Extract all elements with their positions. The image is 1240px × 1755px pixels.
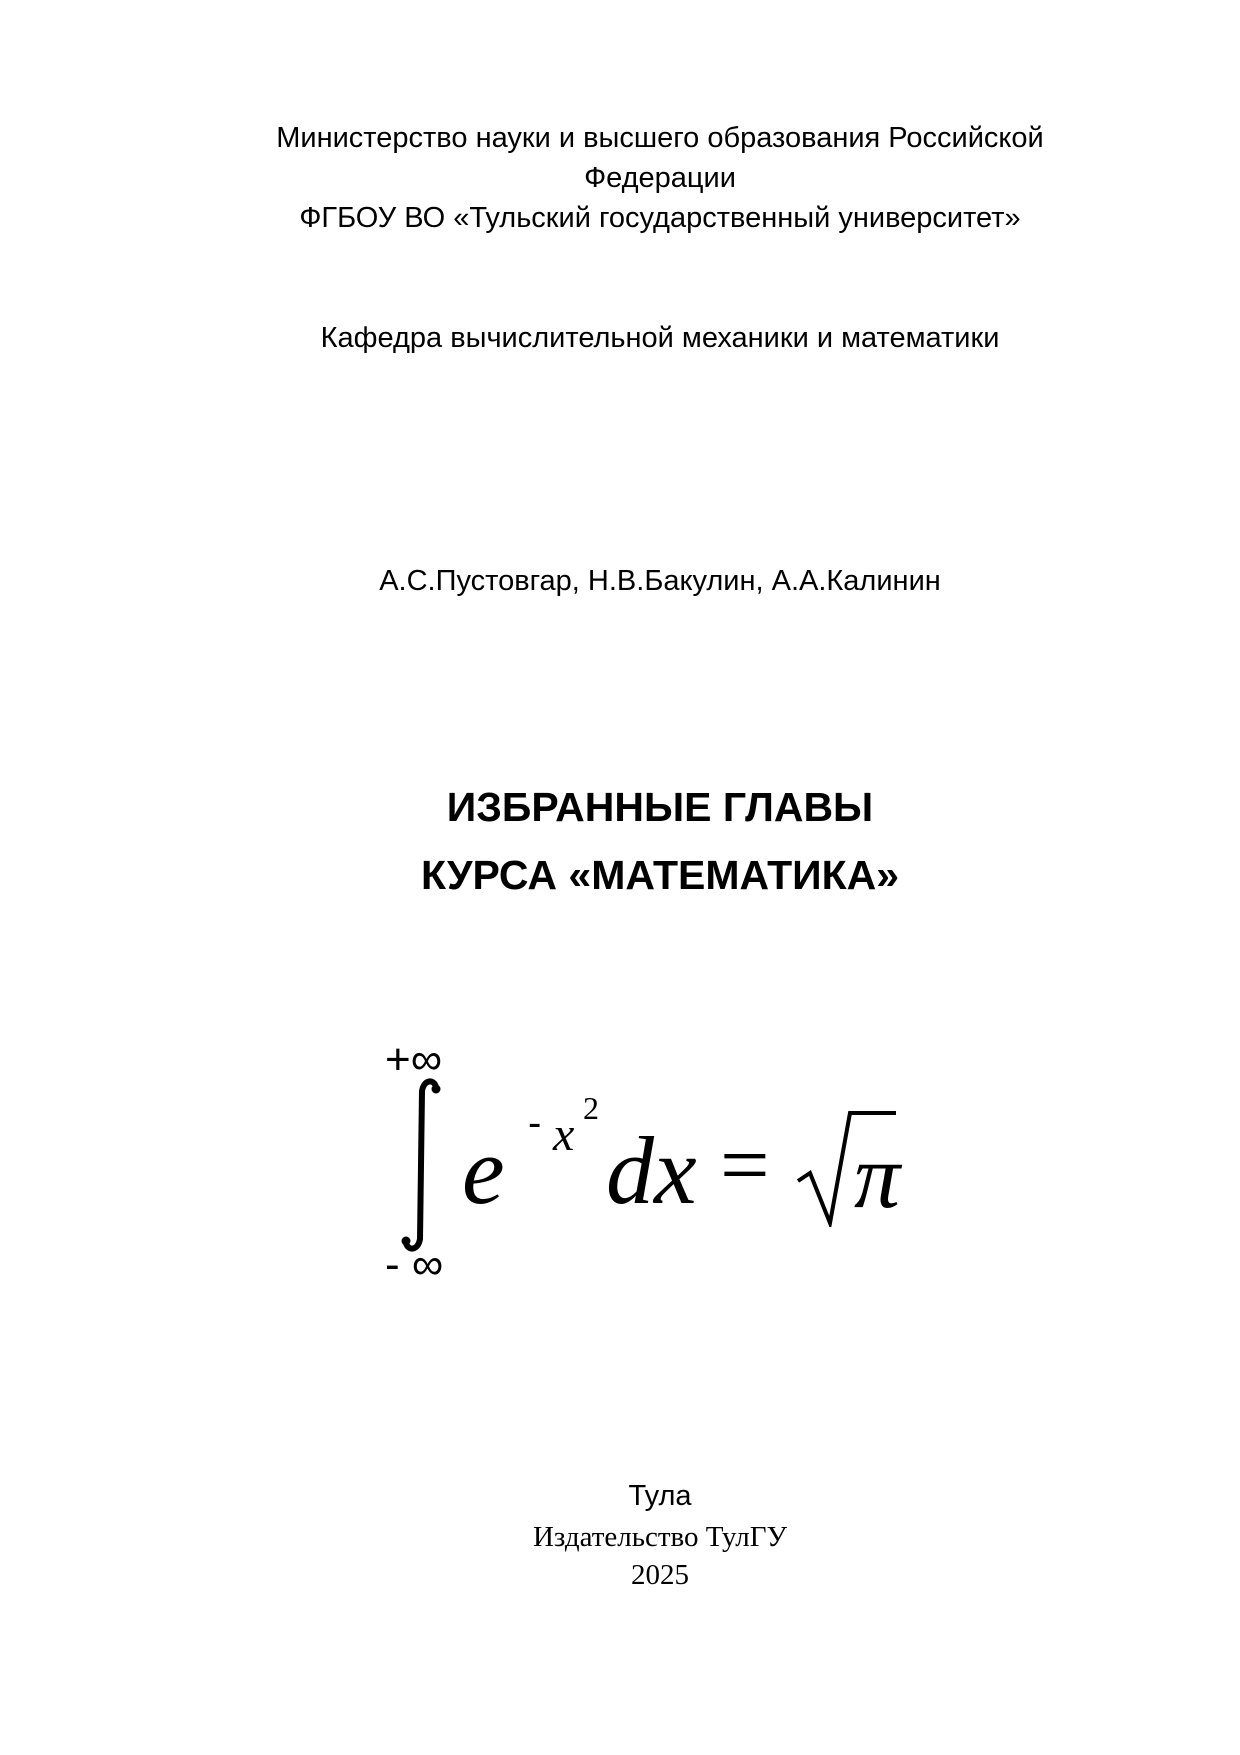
imprint-publisher: Издательство ТулГУ [532,1521,788,1553]
book-title-line-1: ИЗБРАННЫЕ ГЛАВЫ [446,784,874,830]
university-name: ФГБОУ ВО «Тульский государственный университет» [299,202,1021,234]
exponent-variable: x [553,1108,575,1161]
institution-header [0,118,1240,238]
ministry-line-2: Федерации [584,162,736,194]
pi-symbol: π [854,1125,901,1227]
lower-limit: - ∞ [385,1240,444,1289]
imprint-year: 2025 [631,1559,689,1591]
integral-sign-icon [398,1075,444,1255]
gaussian-integral-formula [370,1035,950,1295]
differential: dx [606,1117,697,1224]
exponent-minus-sign: - [528,1101,542,1145]
department-name: Кафедра вычислительной механики и математики [320,322,1000,354]
authors: А.С.Пустовгар, Н.В.Бакулин, А.А.Калинин [379,565,941,597]
exponent-power: 2 [583,1090,599,1126]
equals-sign: = [720,1117,770,1214]
exponent-base: e [462,1117,505,1224]
imprint-city: Тула [628,1480,692,1512]
book-title [0,773,1240,909]
ministry-line-1: Министерство науки и высшего образования Российской [276,122,1044,154]
upper-limit: +∞ [385,1035,443,1084]
book-title-line-2: КУРСА «МАТЕМАТИКА» [420,852,900,898]
